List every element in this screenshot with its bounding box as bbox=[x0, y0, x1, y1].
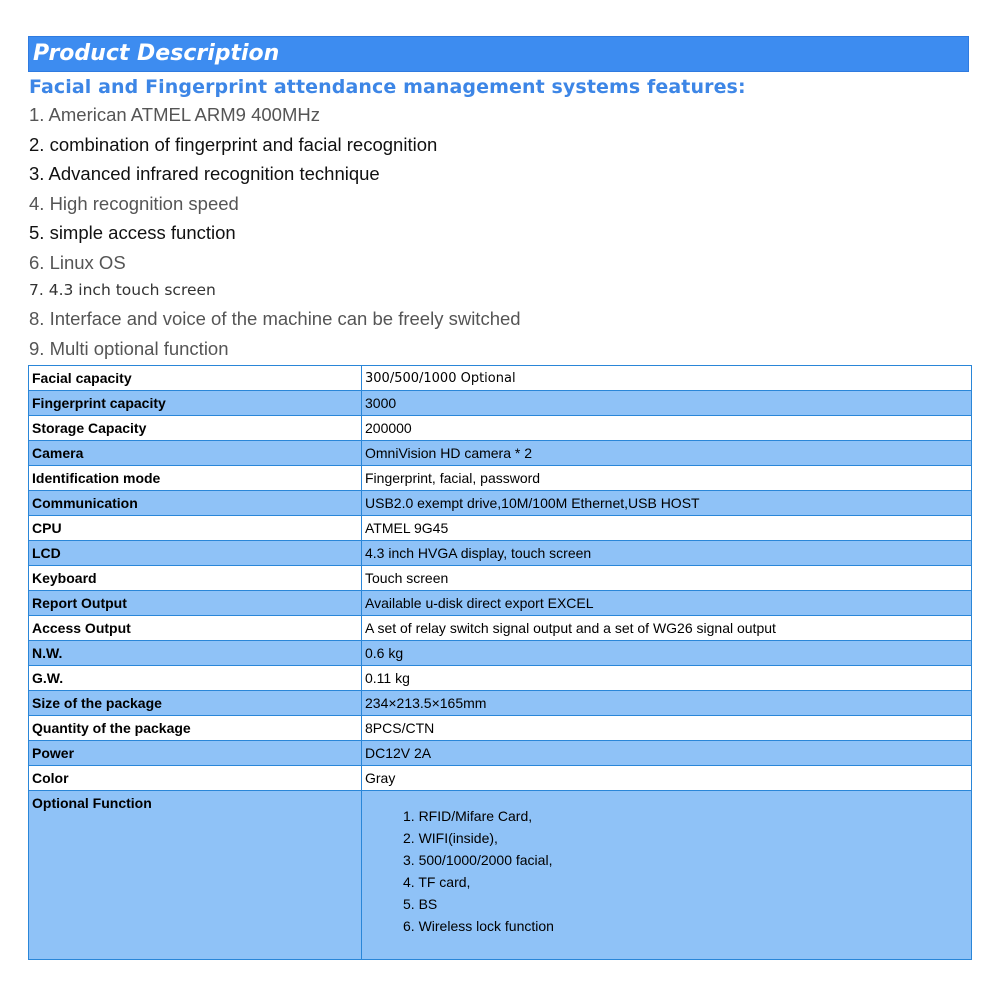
features-heading: Facial and Fingerprint attendance management systems features: bbox=[29, 76, 746, 98]
spec-value: Gray bbox=[362, 766, 972, 791]
table-row-optional bbox=[29, 791, 972, 960]
list-item: 4. TF card, bbox=[403, 874, 471, 890]
table-row bbox=[29, 766, 972, 791]
spec-value: Available u-disk direct export EXCEL bbox=[362, 591, 972, 616]
spec-value: Fingerprint, facial, password bbox=[362, 466, 972, 491]
spec-value: ATMEL 9G45 bbox=[362, 516, 972, 541]
table-row bbox=[29, 716, 972, 741]
feature-item: 2. combination of fingerprint and facial recognition bbox=[29, 134, 438, 155]
spec-value: 0.11 kg bbox=[362, 666, 972, 691]
feature-item: 6. Linux OS bbox=[29, 252, 126, 273]
table-row bbox=[29, 641, 972, 666]
spec-label: Communication bbox=[29, 491, 362, 516]
spec-value: 4.3 inch HVGA display, touch screen bbox=[362, 541, 972, 566]
feature-item: 9. Multi optional function bbox=[29, 338, 229, 359]
spec-value: 300/500/1000 Optional bbox=[362, 366, 972, 391]
spec-value: 3000 bbox=[362, 391, 972, 416]
table-row bbox=[29, 441, 972, 466]
spec-value: 200000 bbox=[362, 416, 972, 441]
spec-label: Camera bbox=[29, 441, 362, 466]
table-row bbox=[29, 566, 972, 591]
feature-item: 4. High recognition speed bbox=[29, 193, 239, 214]
table-row bbox=[29, 416, 972, 441]
optional-function-cell bbox=[362, 791, 972, 960]
list-item: 2. WIFI(inside), bbox=[403, 830, 498, 846]
spec-value: OmniVision HD camera * 2 bbox=[362, 441, 972, 466]
table-row bbox=[29, 366, 972, 391]
list-item: 5. BS bbox=[403, 896, 438, 912]
table-row bbox=[29, 491, 972, 516]
spec-label: Power bbox=[29, 741, 362, 766]
feature-item: 1. American ATMEL ARM9 400MHz bbox=[29, 104, 320, 125]
feature-item: 7. 4.3 inch touch screen bbox=[29, 281, 216, 299]
spec-label: Color bbox=[29, 766, 362, 791]
table-row bbox=[29, 666, 972, 691]
spec-label: Keyboard bbox=[29, 566, 362, 591]
specs-table bbox=[28, 365, 972, 960]
spec-label: CPU bbox=[29, 516, 362, 541]
table-row bbox=[29, 616, 972, 641]
spec-label: Facial capacity bbox=[29, 366, 362, 391]
list-item: 1. RFID/Mifare Card, bbox=[403, 808, 533, 824]
spec-value: 0.6 kg bbox=[362, 641, 972, 666]
spec-value: USB2.0 exempt drive,10M/100M Ethernet,USB HOST bbox=[362, 491, 972, 516]
spec-value: DC12V 2A bbox=[362, 741, 972, 766]
spec-label: Optional Function bbox=[29, 791, 362, 960]
spec-label: N.W. bbox=[29, 641, 362, 666]
spec-value: Touch screen bbox=[362, 566, 972, 591]
spec-label: Quantity of the package bbox=[29, 716, 362, 741]
table-row bbox=[29, 591, 972, 616]
spec-label: G.W. bbox=[29, 666, 362, 691]
list-item: 3. 500/1000/2000 facial, bbox=[403, 852, 553, 868]
feature-item: 3. Advanced infrared recognition technique bbox=[29, 163, 380, 184]
table-row bbox=[29, 466, 972, 491]
table-row bbox=[29, 516, 972, 541]
spec-label: Storage Capacity bbox=[29, 416, 362, 441]
feature-item: 5. simple access function bbox=[29, 222, 236, 243]
spec-label: Fingerprint capacity bbox=[29, 391, 362, 416]
optional-function-list bbox=[365, 805, 968, 937]
spec-label: Size of the package bbox=[29, 691, 362, 716]
table-row bbox=[29, 391, 972, 416]
table-row bbox=[29, 541, 972, 566]
list-item: 6. Wireless lock function bbox=[403, 918, 554, 934]
spec-label: Access Output bbox=[29, 616, 362, 641]
spec-value: 8PCS/CTN bbox=[362, 716, 972, 741]
feature-item: 8. Interface and voice of the machine can be freely switched bbox=[29, 308, 521, 329]
spec-value: 234×213.5×165mm bbox=[362, 691, 972, 716]
table-row bbox=[29, 691, 972, 716]
spec-label: Report Output bbox=[29, 591, 362, 616]
spec-value: A set of relay switch signal output and a set of WG26 signal output bbox=[362, 616, 972, 641]
section-banner: Product Description bbox=[28, 36, 969, 72]
spec-label: Identification mode bbox=[29, 466, 362, 491]
spec-label: LCD bbox=[29, 541, 362, 566]
table-row bbox=[29, 741, 972, 766]
